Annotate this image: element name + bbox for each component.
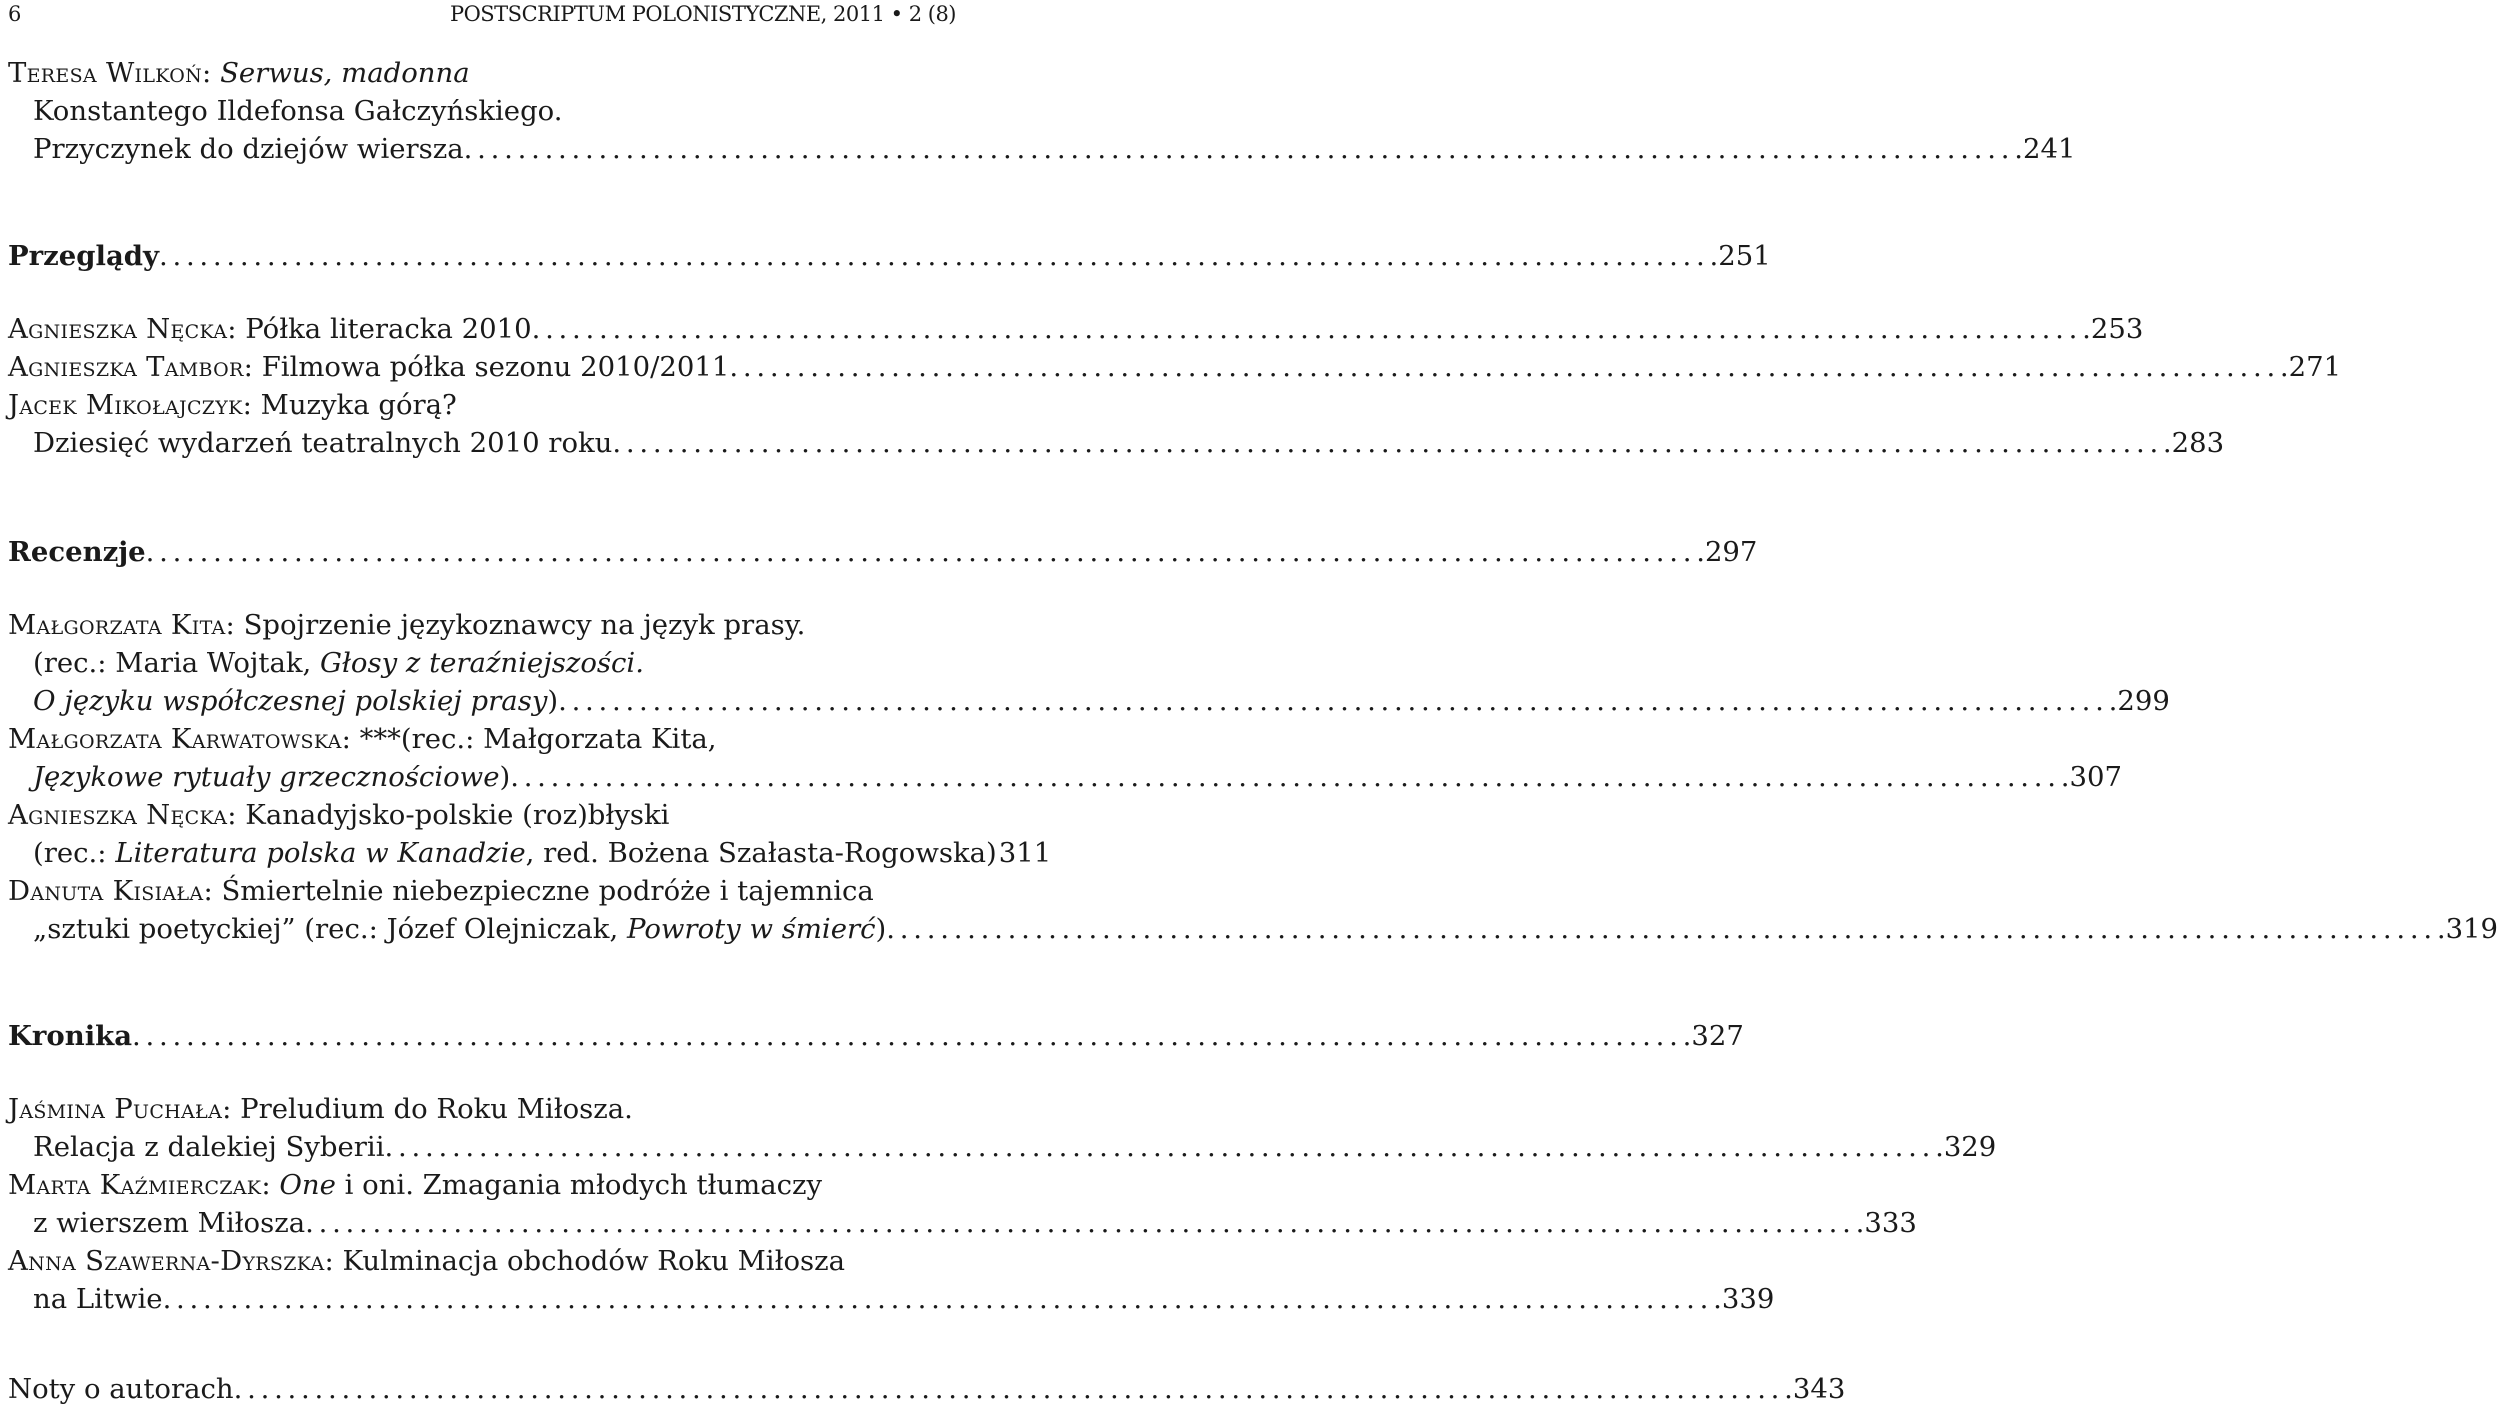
toc-entry: Jacek Mikołajczyk: Muzyka górą? xyxy=(8,389,457,421)
section-przeglady: Przeglądy . . . 251 xyxy=(8,237,960,275)
entry-page: 241 xyxy=(2022,133,2076,165)
toc-entry-wilkon: Teresa Wilkoń: Serwus, madonna Konstantego Ildefonsa Gałczyńskiego. Przyczynek do dziejów wiersza . . . 241 xyxy=(8,54,960,168)
section-kronika: Kronika . . . 327 xyxy=(8,1017,960,1055)
section-title: Recenzje xyxy=(8,536,146,568)
section-title: Kronika xyxy=(8,1020,133,1052)
toc-entry: Agnieszka Nęcka: Półka literacka 2010 . . . 253 xyxy=(8,310,960,348)
section-title: Noty o autorach xyxy=(8,1373,234,1405)
leader-dots xyxy=(464,130,2021,168)
kronika-list: Jaśmina Puchała: Preludium do Roku Miłosza. Relacja z dalekiej Syberii . . . 329 Marta Kaźmierczak: One i oni. Zmagania młodych tłumaczy z wierszem Miłosza . . . 333 Anna Szawerna-Dyrszka: Kulminacja obchodów Roku Miłosza na Litwie . . . 339 xyxy=(8,1090,960,1318)
recenzje-list: Małgorzata Kita: Spojrzenie językoznawcy na język prasy. (rec.: Maria Wojtak, Głosy z teraźniejszości. O języku współczesnej polskiej prasy) . . . 299 Małgorzata Karwatowska: ***(rec.: Małgorzata Kita, Językowe rytuały grzecznościowe) . . . 307 Agnieszka Nęcka: Kanadyjsko-polskie (roz)błyski (rec.: Literatura polska w Kanadzie, red. Bożena Szałasta-Rogowska) 311 Danuta Kisiała: Śmiertelnie niebezpieczne podróże i tajemnica „sztuki poetyckiej” (rec.: Józef Olejniczak, Powroty w śmierć) . . . 319 xyxy=(8,606,960,948)
page-header xyxy=(8,0,960,34)
toc-entry: Agnieszka Tambor: Filmowa półka sezonu 2010/2011 . . . 271 xyxy=(8,348,960,386)
entry-author: Teresa Wilkoń xyxy=(8,57,203,89)
section-recenzje: Recenzje . . . 297 xyxy=(8,533,960,571)
entry-title: Serwus, madonna xyxy=(220,57,470,89)
page-number: 6 xyxy=(8,2,22,26)
journal-running-title: POSTSCRIPTUM POLONISTYCZNE, 2011 • 2 (8) xyxy=(449,2,956,26)
przeglady-list: Agnieszka Nęcka: Półka literacka 2010 . . . 253 Agnieszka Tambor: Filmowa półka sezonu 2010/2011 . . . 271 Jacek Mikołajczyk: Muzyka górą? Dziesięć wydarzeń teatralnych 2010 roku . . . 283 xyxy=(8,310,960,462)
section-noty: Noty o autorach . . . 343 xyxy=(8,1370,960,1408)
section-title: Przeglądy xyxy=(8,240,159,272)
